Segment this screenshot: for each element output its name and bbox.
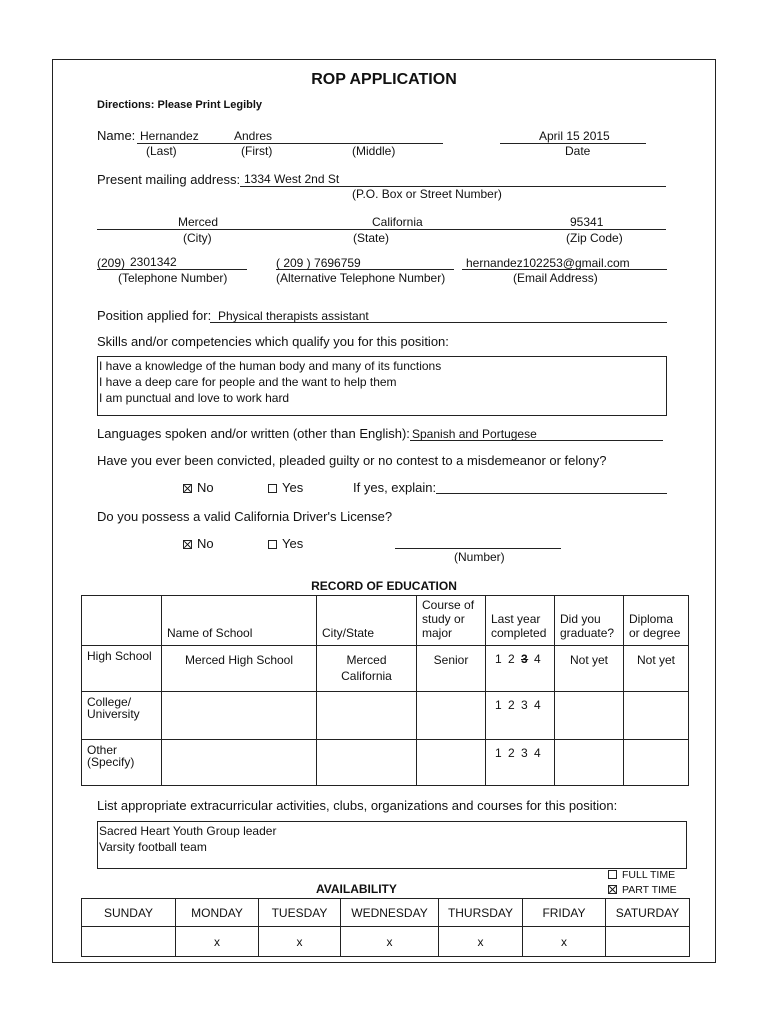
city-state-zip-underline <box>97 229 666 230</box>
full-time-option[interactable] <box>608 869 675 881</box>
day-saturday: SATURDAY <box>606 899 690 927</box>
availability-table <box>81 898 690 957</box>
mark-monday[interactable]: x <box>176 927 259 957</box>
day-monday: MONDAY <box>176 899 259 927</box>
header-last-year: Last year completed <box>486 596 555 646</box>
checkbox-icon[interactable] <box>608 870 617 879</box>
conviction-yes-option[interactable] <box>268 480 303 495</box>
license-yes-label: Yes <box>282 536 304 551</box>
phone-field[interactable]: 2301342 <box>130 255 177 269</box>
diploma-cell[interactable] <box>624 740 689 786</box>
availability-days-row <box>82 899 690 927</box>
row-label-college: College/ University <box>82 692 162 740</box>
email-caption: (Email Address) <box>513 271 598 285</box>
availability-marks-row <box>82 927 690 957</box>
skills-line-3: I am punctual and love to work hard <box>99 391 290 405</box>
city-field[interactable]: Merced <box>178 215 219 229</box>
table-row <box>82 740 689 786</box>
day-friday: FRIDAY <box>523 899 606 927</box>
date-caption: Date <box>565 144 591 158</box>
date-field[interactable]: April 15 2015 <box>539 129 610 143</box>
mark-thursday[interactable]: x <box>439 927 523 957</box>
email-underline <box>462 269 667 270</box>
checkbox-icon[interactable] <box>268 540 277 549</box>
years-cell[interactable]: 1 2 3 4 <box>486 646 555 692</box>
course-cell[interactable]: Senior <box>417 646 486 692</box>
mark-friday[interactable]: x <box>523 927 606 957</box>
part-time-label: PART TIME <box>622 884 677 896</box>
table-row <box>82 646 689 692</box>
conviction-question: Have you ever been convicted, pleaded guilty or no contest to a misdemeanor or felony? <box>97 453 607 468</box>
state-caption: (State) <box>353 231 390 245</box>
header-city: City/State <box>317 596 417 646</box>
mark-wednesday[interactable]: x <box>341 927 439 957</box>
license-question: Do you possess a valid California Driver's License? <box>97 509 393 524</box>
position-label: Position applied for: <box>97 308 212 323</box>
education-header-row <box>82 596 689 646</box>
zip-field[interactable]: 95341 <box>570 215 604 229</box>
city-caption: (City) <box>183 231 212 245</box>
years-cell[interactable]: 1 2 3 4 <box>486 692 555 740</box>
mark-sunday[interactable] <box>82 927 176 957</box>
alt-phone-field[interactable]: ( 209 ) 7696759 <box>276 256 361 270</box>
years-cell[interactable]: 1 2 3 4 <box>486 740 555 786</box>
school-cell[interactable] <box>162 740 317 786</box>
conviction-no-option[interactable] <box>183 480 214 495</box>
checkbox-checked-icon[interactable] <box>183 484 192 493</box>
table-row <box>82 692 689 740</box>
skills-line-1: I have a knowledge of the human body and many of its functions <box>99 359 442 373</box>
checkbox-icon[interactable] <box>268 484 277 493</box>
skills-label: Skills and/or competencies which qualify you for this position: <box>97 334 449 349</box>
education-title: RECORD OF EDUCATION <box>311 579 457 593</box>
last-name-field[interactable]: Hernandez <box>140 129 199 143</box>
course-cell[interactable] <box>417 740 486 786</box>
day-sunday: SUNDAY <box>82 899 176 927</box>
license-number-underline[interactable] <box>395 548 561 549</box>
languages-field[interactable]: Spanish and Portugese <box>412 427 537 441</box>
activities-line-1: Sacred Heart Youth Group leader <box>99 824 277 838</box>
state-field[interactable]: California <box>372 215 423 229</box>
position-underline <box>210 322 667 323</box>
zip-caption: (Zip Code) <box>566 231 623 245</box>
graduated-cell[interactable]: Not yet <box>555 646 624 692</box>
graduated-cell[interactable] <box>555 740 624 786</box>
city-cell[interactable] <box>317 740 417 786</box>
languages-label: Languages spoken and/or written (other than English): <box>97 426 410 441</box>
last-caption: (Last) <box>146 144 177 158</box>
header-course: Course of study or major <box>417 596 486 646</box>
license-no-label: No <box>197 536 214 551</box>
part-time-option[interactable] <box>608 884 677 896</box>
phone-underline <box>97 269 247 270</box>
skills-box[interactable] <box>97 356 667 416</box>
explain-label: If yes, explain: <box>353 480 437 495</box>
activities-line-2: Varsity football team <box>99 840 207 854</box>
full-time-label: FULL TIME <box>622 869 676 881</box>
alt-phone-caption: (Alternative Telephone Number) <box>276 271 446 285</box>
languages-underline <box>410 440 663 441</box>
license-yes-option[interactable] <box>268 536 303 551</box>
explain-underline[interactable] <box>436 493 667 494</box>
name-label: Name: <box>97 128 136 143</box>
alt-phone-underline <box>276 269 454 270</box>
phone-caption: (Telephone Number) <box>118 271 228 285</box>
activities-label: List appropriate extracurricular activities, clubs, organizations and courses for this position: <box>97 798 618 813</box>
school-cell[interactable] <box>162 692 317 740</box>
license-number-caption: (Number) <box>454 550 505 564</box>
email-field[interactable]: hernandez102253@gmail.com <box>466 256 630 270</box>
header-diploma: Diploma or degree <box>624 596 689 646</box>
diploma-cell[interactable]: Not yet <box>624 646 689 692</box>
position-field[interactable]: Physical therapists assistant <box>218 309 369 323</box>
course-cell[interactable] <box>417 692 486 740</box>
diploma-cell[interactable] <box>624 692 689 740</box>
checkbox-checked-icon[interactable] <box>183 540 192 549</box>
skills-line-2: I have a deep care for people and the want to help them <box>99 375 397 389</box>
education-table <box>81 595 689 786</box>
checkbox-checked-icon[interactable] <box>608 885 617 894</box>
activities-box[interactable] <box>97 821 687 869</box>
street-field[interactable]: 1334 West 2nd St <box>244 172 340 186</box>
day-wednesday: WEDNESDAY <box>341 899 439 927</box>
first-caption: (First) <box>241 144 273 158</box>
license-no-option[interactable] <box>183 536 214 551</box>
school-cell[interactable]: Merced High School <box>162 646 317 692</box>
graduated-cell[interactable] <box>555 692 624 740</box>
name-underline <box>137 143 443 144</box>
mark-saturday[interactable] <box>606 927 690 957</box>
row-label-high-school: High School <box>82 646 162 692</box>
availability-title: AVAILABILITY <box>316 882 397 896</box>
city-cell[interactable]: Merced California <box>317 646 417 692</box>
directions: Directions: Please Print Legibly <box>97 99 263 111</box>
day-tuesday: TUESDAY <box>259 899 341 927</box>
header-blank <box>82 596 162 646</box>
conviction-yes-label: Yes <box>282 480 304 495</box>
row-label-other: Other (Specify) <box>82 740 162 786</box>
address-label: Present mailing address: <box>97 172 241 187</box>
header-school: Name of School <box>162 596 317 646</box>
mark-tuesday[interactable]: x <box>259 927 341 957</box>
middle-caption: (Middle) <box>352 144 396 158</box>
form-title: ROP APPLICATION <box>311 71 457 88</box>
conviction-no-label: No <box>197 480 214 495</box>
street-caption: (P.O. Box or Street Number) <box>352 187 502 201</box>
year-marked: 3 <box>521 652 529 666</box>
first-name-field[interactable]: Andres <box>234 129 273 143</box>
phone-area-code: (209) <box>97 256 126 270</box>
day-thursday: THURSDAY <box>439 899 523 927</box>
city-cell[interactable] <box>317 692 417 740</box>
header-graduate: Did you graduate? <box>555 596 624 646</box>
